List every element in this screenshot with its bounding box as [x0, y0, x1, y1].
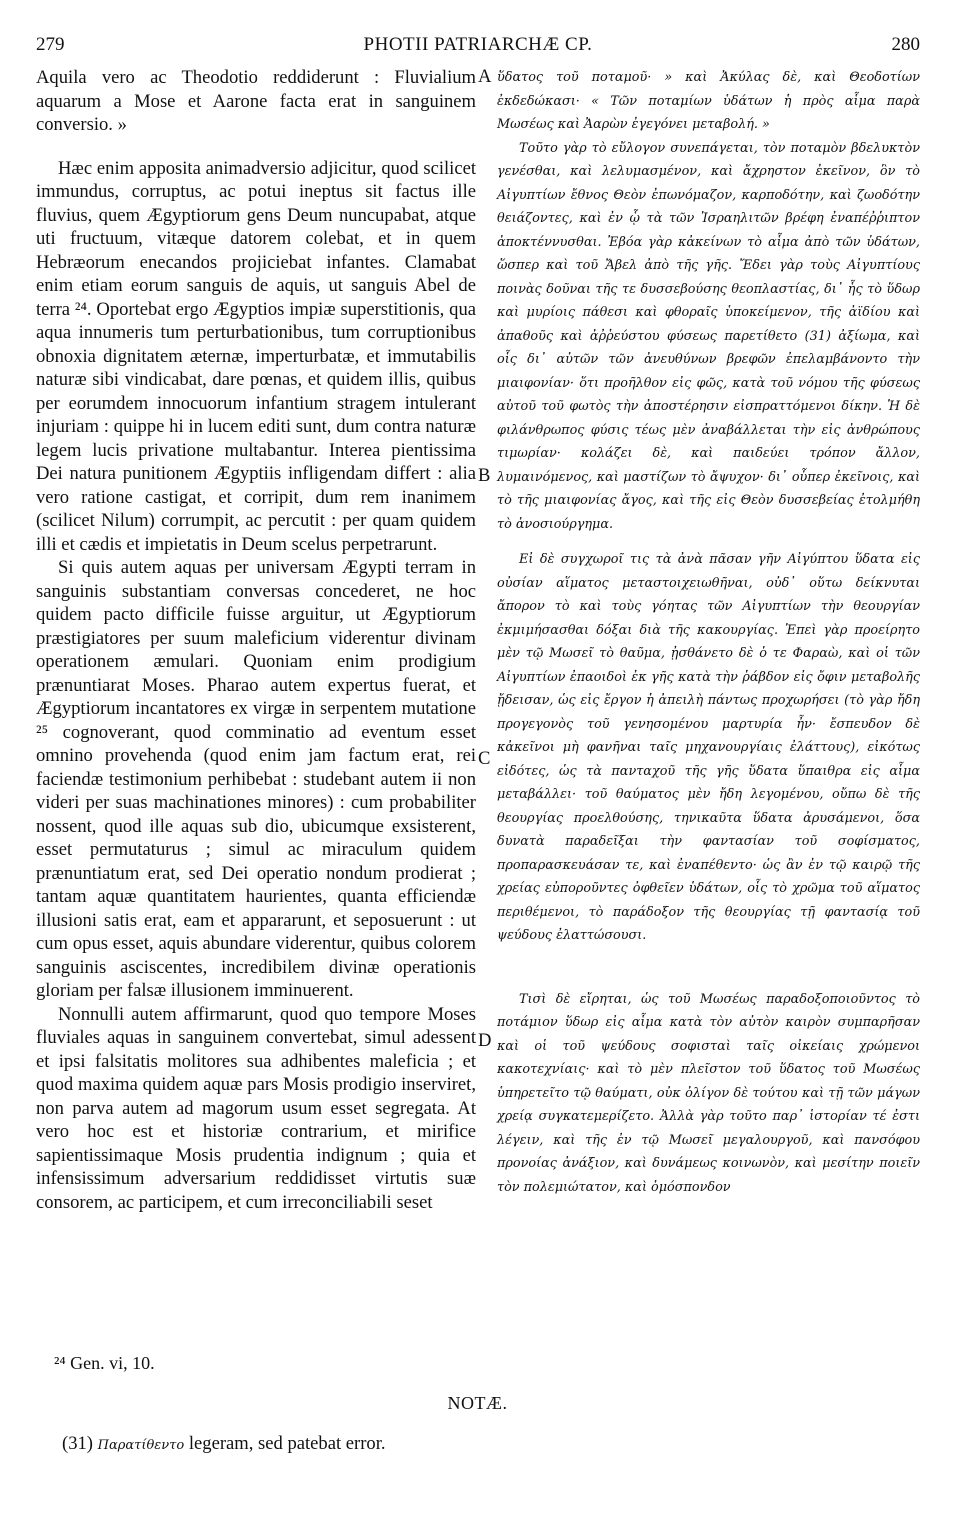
- margin-mark-a: A: [478, 66, 492, 87]
- page-number-left: 279: [36, 34, 65, 55]
- latin-column: [36, 66, 476, 1214]
- margin-mark-d: D: [478, 1030, 492, 1051]
- footnote: ²⁴ Gen. vi, 10.: [54, 1353, 155, 1373]
- latin-paragraph: Nonnulli autem affirmarunt, quod quo tempore Moses fluviales aquas in sanguinem convertebat, simul adessent et ipsi falsitatis molitores sua adhibentes maleficia ; et quod maxima quidem aquæ pars Mosis prodigio inserviret, non parva autem ad magorum usum esset segregata. At vero hoc est et historiæ contrarium, et mirifice sapientissimaque Mosis prudentia indignum ; quia et infensissimum adversarium reddidisset virtutis suæ consorem, ac participem, et cum irreconciliabili seset: [36, 1003, 476, 1213]
- latin-paragraph: Si quis autem aquas per universam Ægypti terram in sanguinis substantiam conversas concederet, ne hoc quidem pacto difficile fuisse arguitur, ut Ægyptiorum præstigiatores per suum maleficium viderentur divinam operationem æmulari. Quoniam enim prodigium prænuntiarat Moses. Pharao autem expertus fuerat, et Ægyptiorum incantatores ex virgæ in serpentem mutatione ²⁵ cognoverant, quod comminatio ad eventum esset omnino provehenda (quod enim jam factum erat, rei faciendæ testimonium perhibebat : studebant autem ii non videri per suas machinationes minores) : cum probabiliter nossent, quod ille aquas sub dio, ubicumque exsisterent, esset permutaturus ; simul ac miraculum quidem prænuntiatum erat, sed Dei operatio nondum prodierat ; tantam aquæ quantitatem haurientes, quanta efficiendæ illusioni satis erat, eam et appararunt, et seposuerunt : ut cum opus esset, aquis abundare viderentur, quibus colorem sanguinis asciscentes, incredibilem divinæ operationis gloriam per falsæ illusionem imminuerent.: [36, 557, 476, 1001]
- greek-paragraph: ὕδατος τοῦ ποταμοῦ· » καὶ Ἀκύλας δὲ, καὶ Θεοδοτίων ἐκδεδώκασι· « Τῶν ποταμίων ὑδάτων ἡ πρὸς αἷμα παρὰ Μωσέως καὶ Ἀαρὼν ἐγεγόνει μεταβολή. »: [497, 70, 920, 132]
- note-text: legeram, sed patebat error.: [188, 1433, 386, 1454]
- margin-mark-b: B: [478, 465, 491, 486]
- running-title: PHOTII PATRIARCHÆ CP.: [363, 34, 593, 55]
- latin-paragraph: Hæc enim apposita animadversio adjicitur, quod scilicet immundus, corruptus, ac potui ineptus sit factus ille fluvius, quem Ægyptiorum gens Deum nuncupabat, atque uti fructuum, vitæque datorem colebat, et in quem Hebræorum enecandos projiciebat infantes. Clamabat enim etiam eorum sanguis de aquis, ut sanguis Abel de terra ²⁴. Oportebat ergo Ægyptios impiæ superstitionis, qua aqua innumeris tum perturbationibus, tum corruptionibus obnoxia dignitatem æternæ, imperturbatæ, et immutabilis naturæ sibi vindicabat, dare pœnas, et quidem illis, quibus per eorumdem innocuorum infantium stragem intulerant injuriam : quippe hi in lucem editi sunt, dum contra naturæ legem lucis privatione multabantur. Interea pientissima Dei natura punitionem Ægyptiis infligendam differt : alia vero ratione castigat, et corripit, dum rem inanimem (scilicet Nilum) corrumpit, ac percutit : per quam quidem illi et cædis et impietatis in Deum scelus perpetrarunt.: [36, 157, 476, 555]
- note-31: [62, 1433, 386, 1455]
- greek-column: [497, 66, 920, 1199]
- latin-paragraph: Aquila vero ac Theodotio reddiderunt : Fluvialium aquarum a Mose et Aarone facta erat in sanguinem conversio. »: [36, 67, 476, 135]
- greek-paragraph: Τισὶ δὲ εἴρηται, ὡς τοῦ Μωσέως παραδοξοποιοῦντος τὸ ποτάμιον ὕδωρ εἰς αἷμα κατὰ τὸν αὐτὸν καιρὸν συμπαρῆσαν καὶ οἱ τοῦ ψεύδους σοφισταὶ ταῖς οἰκείαις χρώμενοι κακοτεχνίαις· καὶ τὸ μὲν πλεῖστον τοῦ ὕδατος τοῦ Μωσέως ὑπηρετεῖτο τῷ θαύματι, οὐκ ὀλίγον δὲ τούτου καὶ τῇ τῶν μάγων χρείᾳ συγκατεμερίζετο. Ἀλλὰ γὰρ τοῦτο παρ᾽ ἱστορίαν τέ ἐστι λέγειν, καὶ τῆς ἐν τῷ Μωσεῖ μεγαλουργοῦ, καὶ πανσόφου προνοίας ἀνάξιον, καὶ δυνάμεως κοινωνὸν, καὶ μεσίτην ποιεῖν τὸν πολεμιώτατον, καὶ ὁμόσπονδον: [497, 991, 920, 1195]
- note-greek-word: Παρατίθεντο: [97, 1438, 185, 1453]
- greek-paragraph: Εἰ δὲ συγχωροῖ τις τὰ ἀνὰ πᾶσαν γῆν Αἰγύπτου ὕδατα εἰς οὐσίαν αἵματος μεταστοιχειωθῆναι, οὐδ᾽ οὕτω δείκνυται ἄπορον τὸ καὶ τοὺς γόητας τῶν Αἰγυπτίων τὴν θεουργίαν ἐκμιμήσασθαι δόξαι διὰ τῆς κακουργίας. Ἐπεὶ γὰρ προείρητο μὲν τῷ Μωσεῖ τὸ θαῦμα, ᾐσθάνετο δὲ ὁ τε Φαραὼ, καὶ οἱ τῶν Αἰγυπτίων ἐπαοιδοὶ ἐκ γῆς κατὰ τὴν ῥάβδον εἰς ὄφιν μεταβολῆς ᾔδεισαν, ὡς εἰς ἔργον ἡ ἀπειλὴ πάντως προχωρήσει (τὸ γὰρ ἤδη προγεγονὸς τοῦ γενησομένου μαρτυρία ἦν· ἔσπευδον δὲ κἀκεῖνοι μὴ φανῆναι ταῖς μηχανουργίαις ἐλάττους), εἰκότως εἰδότες, ὡς τὰ πανταχοῦ τῆς γῆς ὕδατα ὕπαιθρα εἰς αἷμα μεταβάλλει· τοῦ θαύματος μὲν ἤδη λεγομένου, οὔπω δὲ τῆς θεουργίας προελθούσης, τηνικαῦτα ὕδατα ἀρυσάμενοι, ὅσα δυνατὰ παραδεῖξαι τὴν φαντασίαν τοῦ σοφίσματος, προπαρασκευάσαν τε, καὶ ἐναπέθεντο· ὡς ἂν ἐν τῷ καιρῷ τῆς χρείας εὐποροῦντες ὀφθεῖεν ὑδάτων, οἷς τὸ χρῶμα τοῦ αἵματος περιθέμενοι, τὸ παράδοξον τῆς θεουργίας τῇ φαντασίᾳ τοῦ ψεύδους ἐλαττώσουσι.: [497, 552, 920, 943]
- greek-paragraph: Τοῦτο γὰρ τὸ εὔλογον συνεπάγεται, τὸν ποταμὸν βδελυκτὸν γενέσθαι, καὶ λελυμασμένον, καὶ ἄχρηστον ἐκεῖνον, ὃν τὸ Αἰγυπτίων ἔθνος Θεὸν ἐπωνόμαζον, καρποδότην, καὶ ζωοδότην θειάζοντες, καὶ ἐν ᾧ τὰ τῶν Ἰσραηλιτῶν βρέφη ἐναπέῤῥιπτον ἀποκτέννυσθαι. Ἐβόα γὰρ κἀκείνων τὸ αἷμα ἀπὸ τῶν ὑδάτων, ὥσπερ καὶ τοῦ Ἄβελ ἀπὸ τῆς γῆς. Ἔδει γὰρ τοὺς Αἰγυπτίους ποινὰς δοῦναι τῆς τε δυσσεβούσης θεοπλαστίας, δι᾽ ἧς τὸ ὕδωρ καὶ μυρίοις πάθεσι καὶ φθοραῖς ὑποκείμενον, τῆς ἀϊδίου καὶ ἀπαθοῦς καὶ ἀῤῥεύστου φύσεως παρετίθετο (31) ἀξίωμα, καὶ οἷς δι᾽ αὐτῶν τῶν ἀνευθύνων βρεφῶν ἐπελαμβάνοντο τὴν μιαιφονίαν· ὅτι προῆλθον εἰς φῶς, κατὰ τοῦ νόμου τῆς φύσεως αὐτοῦ τοῦ φωτὸς τὴν ἀποστέρησιν εἰσπραττόμενοι δίκην. Ἡ δὲ φιλάνθρωπος φύσις τέως μὲν ἀναβάλλεται τὴν εἰς ἀνθρώπους τιμωρίαν· κολάζει δὲ, καὶ παιδεύει τρόπον ἄλλον, λυμαινόμενος, καὶ μαστίζων τὸ ἄψυχον· δι᾽ οὗπερ ἐκεῖνοις, καὶ τὸ τῆς μιαιφονίας ἄγος, καὶ τῆς εἰς Θεὸν δυσσεβείας ἐτολμήθη τὸ ἀνοσιούργημα.: [497, 140, 920, 532]
- notes-title: NOTÆ.: [447, 1393, 508, 1413]
- note-number: (31): [62, 1433, 93, 1454]
- page-header: [36, 34, 920, 62]
- page-number-right: 280: [891, 34, 920, 55]
- margin-mark-c: C: [478, 748, 491, 769]
